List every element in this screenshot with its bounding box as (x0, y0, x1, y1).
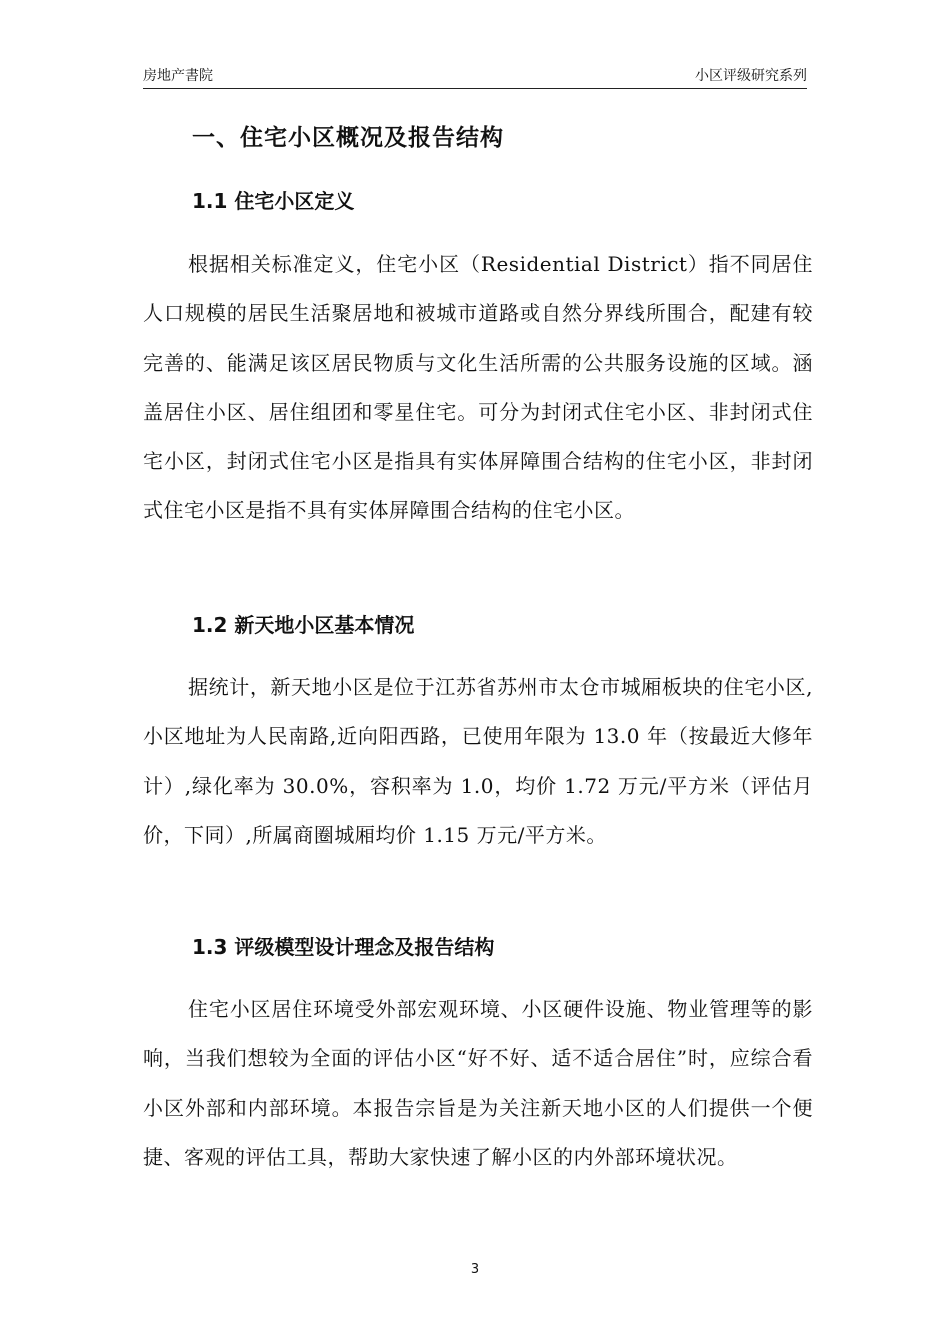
section-title: 一、住宅小区概况及报告结构 (192, 125, 504, 151)
page-header (143, 66, 807, 89)
subsection-title-1-3: 1.3 评级模型设计理念及报告结构 (192, 935, 495, 959)
paragraph-model-design: 住宅小区居住环境受外部宏观环境、小区硬件设施、物业管理等的影响，当我们想较为全面的评估小区“好不好、适不适合居住”时，应综合看小区外部和内部环境。本报告宗旨是为关注新天地小区的人们提供一个便捷、客观的评估工具，帮助大家快速了解小区的内外部环境状况。 (143, 997, 813, 1169)
header-publisher: 房地产書院 (143, 68, 213, 84)
page-number: 3 (470, 1262, 480, 1277)
subsection-title-1-2: 1.2 新天地小区基本情况 (192, 613, 415, 637)
paragraph-basic-info: 据统计，新天地小区是位于江苏省苏州市太仓市城厢板块的住宅小区,小区地址为人民南路,近向阳西路，已使用年限为 13.0 年（按最近大修年计）,绿化率为 30.0%，容积率为 1.0，均价 1.72 万元/平方米（评估月价，下同）,所属商圈城厢均价 1.15 万元/平方米。 (143, 675, 813, 847)
subsection-title-1-1: 1.1 住宅小区定义 (192, 189, 355, 213)
paragraph-definition: 根据相关标准定义，住宅小区（Residential District）指不同居住人口规模的居民生活聚居地和被城市道路或自然分界线所围合，配建有较完善的、能满足该区居民物质与文化生活所需的公共服务设施的区域。涵盖居住小区、居住组团和零星住宅。可分为封闭式住宅小区、非封闭式住宅小区，封闭式住宅小区是指具有实体屏障围合结构的住宅小区，非封闭式住宅小区是指不具有实体屏障围合结构的住宅小区。 (143, 252, 813, 523)
header-series-title: 小区评级研究系列 (695, 68, 807, 84)
